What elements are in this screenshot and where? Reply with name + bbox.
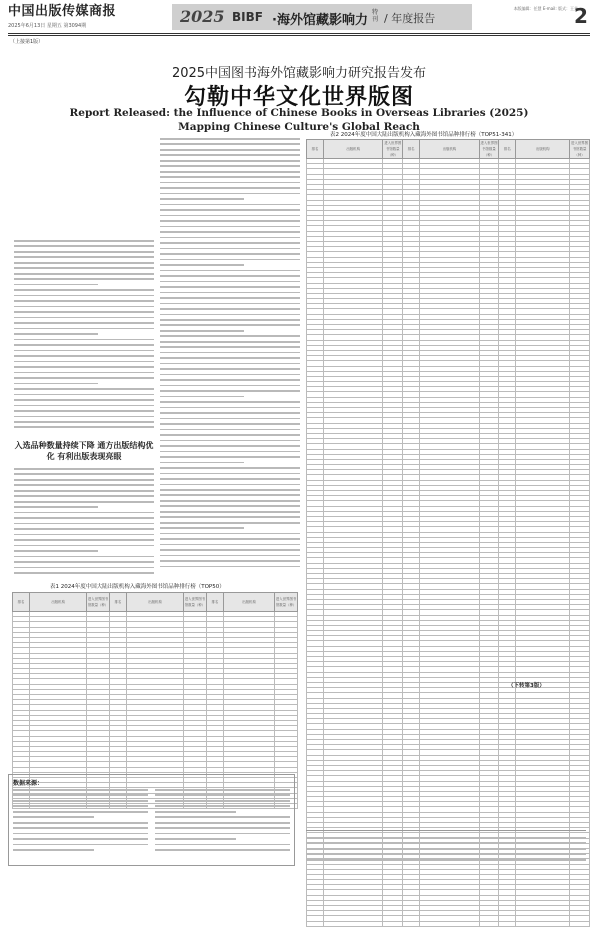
text-line: [160, 511, 300, 513]
text-line: [306, 848, 586, 850]
text-line: [14, 426, 154, 428]
text-line: [160, 489, 300, 491]
masthead: [8, 4, 158, 34]
text-line: [160, 396, 244, 398]
text-line: [160, 473, 300, 475]
text-line: [160, 264, 244, 266]
text-line: [14, 273, 154, 275]
table-row: [307, 921, 590, 926]
text-line: [14, 517, 154, 519]
text-line: [160, 143, 300, 145]
text-line: [306, 859, 586, 861]
text-line: [14, 479, 154, 481]
text-line: [14, 550, 98, 552]
text-line: [160, 456, 300, 458]
text-line: [160, 324, 300, 326]
banner-year: 2025: [180, 7, 225, 26]
date-line: 2025年6月13日 星期五 第3094期: [8, 23, 87, 29]
text-line: [14, 361, 154, 363]
text-line: [160, 176, 300, 178]
english-title-2: Mapping Chinese Culture's Global Reach: [178, 121, 420, 133]
text-line: [155, 789, 290, 791]
banner-subtitle: / 年度报告: [384, 12, 436, 25]
text-line: [160, 527, 244, 529]
text-line: [160, 253, 300, 255]
editor-info: 本版编辑：任慧 E-mail: 版式：王芳: [513, 6, 578, 11]
text-line: [155, 811, 236, 813]
text-line: [14, 394, 154, 396]
table-header-cell: 进入世界图书馆数量（种）: [87, 593, 110, 612]
text-line: [14, 306, 154, 308]
banner-tag: 特刊: [372, 9, 379, 23]
text-line: [14, 484, 154, 486]
text-line: [14, 300, 154, 302]
text-line: [160, 462, 244, 464]
text-line: [160, 154, 300, 156]
paper-name: 中国出版传媒商报: [8, 4, 117, 19]
text-line: [160, 346, 300, 348]
text-line: [14, 262, 154, 264]
text-line: [14, 388, 154, 390]
text-line: [14, 473, 154, 475]
text-line: [155, 833, 290, 835]
text-line: [160, 418, 300, 420]
text-line: [14, 328, 154, 330]
text-line: [14, 240, 154, 242]
text-line: [14, 501, 154, 503]
text-line: [160, 445, 300, 447]
text-line: [160, 407, 300, 409]
table-header-cell: 进入世界图书馆数量（种）: [183, 593, 206, 612]
table-header-cell: 排名: [13, 593, 30, 612]
table-header-cell: 出版机构: [126, 593, 183, 612]
text-line: [14, 468, 154, 470]
text-line: [160, 187, 300, 189]
text-line: [160, 286, 300, 288]
text-line: [160, 209, 300, 211]
text-line: [160, 357, 300, 359]
text-line: [160, 220, 300, 222]
text-line: [160, 429, 300, 431]
text-line: [14, 399, 154, 401]
text-line: [160, 308, 300, 310]
text-line: [14, 295, 154, 297]
text-line: [14, 405, 154, 407]
text-line: [160, 242, 300, 244]
text-line: [160, 165, 300, 167]
body-column-1b: [14, 468, 154, 578]
text-line: [160, 379, 300, 381]
text-line: [160, 248, 300, 250]
text-line: [160, 412, 300, 414]
text-line: [14, 410, 154, 412]
text-line: [160, 423, 300, 425]
english-title-1: Report Released: the Influence of Chinese Books in Overseas Libraries (2025): [69, 107, 529, 119]
table-header-cell: 进入世界图书馆数量（种）: [480, 141, 498, 157]
text-line: [160, 544, 300, 546]
text-line: [13, 800, 148, 802]
note-title: 数据来源：: [13, 780, 44, 787]
text-line: [14, 377, 154, 379]
text-line: [155, 822, 290, 824]
table-header-cell: 出版机构: [516, 140, 570, 159]
text-line: [14, 572, 154, 574]
text-line: [160, 198, 244, 200]
table-header-cell: 出版机构: [223, 593, 274, 612]
text-line: [160, 281, 300, 283]
text-line: [14, 506, 98, 508]
text-line: [155, 800, 290, 802]
text-line: [160, 292, 300, 294]
text-line: [14, 251, 154, 253]
text-line: [14, 495, 154, 497]
text-line: [160, 231, 300, 233]
text-line: [14, 355, 154, 357]
text-line: [14, 289, 154, 291]
text-line: [13, 833, 148, 835]
text-line: [160, 237, 300, 239]
text-line: [14, 245, 154, 247]
text-line: [160, 555, 300, 557]
text-line: [160, 215, 300, 217]
text-line: [13, 838, 148, 840]
text-line: [160, 440, 300, 442]
text-line: [160, 434, 300, 436]
text-line: [155, 805, 290, 807]
text-line: [14, 567, 154, 569]
text-line: [160, 500, 300, 502]
text-line: [14, 539, 154, 541]
text-line: [160, 226, 300, 228]
text-line: [155, 816, 290, 818]
text-line: [306, 837, 586, 839]
text-line: [160, 314, 300, 316]
section-banner: [172, 4, 472, 30]
table-header-cell: 排名: [307, 140, 324, 159]
text-line: [160, 335, 300, 337]
text-line: [160, 352, 300, 354]
text-line: [14, 278, 154, 280]
text-line: [14, 490, 154, 492]
text-line: [160, 451, 300, 453]
text-line: [14, 383, 98, 385]
text-line: [13, 794, 148, 796]
continued-from: （上接第1版）: [10, 39, 44, 45]
text-line: [160, 566, 300, 568]
text-line: [160, 341, 300, 343]
header-rule-2: [8, 35, 590, 36]
text-line: [155, 794, 290, 796]
text-line: [160, 533, 300, 535]
table-header-cell: 出版机构: [420, 140, 479, 159]
text-line: [160, 275, 300, 277]
table-header-cell: 排名: [403, 140, 420, 159]
text-line: [160, 390, 300, 392]
text-line: [160, 259, 300, 261]
text-line: [14, 528, 154, 530]
text-line: [160, 484, 300, 486]
text-line: [13, 816, 94, 818]
text-line: [160, 385, 300, 387]
text-line: [155, 844, 290, 846]
text-line: [160, 560, 300, 562]
section-subhead: 入选品种数量持续下降 通方出版结构优化 有利出版表现亮眼: [14, 441, 154, 461]
text-line: [160, 374, 300, 376]
text-line: [160, 549, 300, 551]
table-header-cell: 进入世界图书馆数量（种）: [275, 593, 298, 612]
text-line: [160, 505, 300, 507]
text-line: [13, 844, 148, 846]
table-header-cell: 出版机构: [30, 593, 87, 612]
text-line: [14, 556, 154, 558]
text-line: [160, 319, 300, 321]
text-line: [14, 344, 154, 346]
text-line: [14, 366, 154, 368]
table2-title: 表2 2024年度中国大陆出版机构入藏海外图书馆品种排行榜（TOP51-341）: [330, 132, 518, 138]
text-line: [160, 138, 300, 140]
text-line: [160, 149, 300, 151]
page-number: 2: [574, 4, 588, 28]
table-header-cell: 排名: [206, 593, 223, 612]
text-line: [160, 467, 300, 469]
text-line: [160, 401, 300, 403]
text-line: [14, 545, 154, 547]
text-line: [160, 182, 300, 184]
text-line: [160, 270, 300, 272]
text-line: [14, 317, 154, 319]
text-line: [14, 416, 154, 418]
table-header-cell: 进入世界图书馆数量（种）: [384, 141, 402, 157]
table-header-cell: 排名: [499, 140, 516, 159]
body-column-2: [160, 138, 300, 571]
text-line: [306, 842, 586, 844]
text-line: [14, 534, 154, 536]
text-line: [160, 330, 244, 332]
text-line: [14, 267, 154, 269]
text-line: [14, 523, 154, 525]
text-line: [14, 284, 98, 286]
text-line: [13, 811, 148, 813]
continued-to: （下转第3版）: [508, 683, 545, 689]
text-line: [160, 494, 300, 496]
text-line: [14, 339, 154, 341]
text-line: [14, 372, 154, 374]
text-line: [155, 838, 236, 840]
text-line: [160, 368, 300, 370]
text-line: [14, 311, 154, 313]
text-line: [155, 849, 290, 851]
text-line: [14, 322, 154, 324]
body-column-1: [14, 240, 154, 432]
text-line: [160, 160, 300, 162]
text-line: [160, 538, 300, 540]
text-line: [13, 789, 148, 791]
banner-title: ·海外馆藏影响力: [272, 13, 368, 28]
text-line: [14, 333, 98, 335]
data-source-note: [8, 774, 295, 866]
text-line: [14, 350, 154, 352]
text-line: [14, 421, 154, 423]
text-line: [160, 516, 300, 518]
text-line: [160, 363, 300, 365]
text-line: [14, 256, 154, 258]
headline: 勾勒中华文化世界版图: [183, 85, 414, 110]
text-line: [160, 522, 300, 524]
text-line: [13, 849, 94, 851]
text-line: [14, 512, 154, 514]
text-line: [160, 478, 300, 480]
text-line: [160, 193, 300, 195]
text-line: [160, 171, 300, 173]
kicker: 2025中国图书海外馆藏影响力研究报告发布: [171, 66, 427, 81]
table1-title: 表1 2024年度中国大陆出版机构入藏海外图书馆品种排行榜（TOP50）: [50, 584, 225, 590]
text-line: [160, 297, 300, 299]
text-line: [13, 827, 148, 829]
table2: [306, 139, 590, 927]
text-line: [13, 805, 148, 807]
text-line: [14, 561, 154, 563]
text-line: [306, 853, 586, 855]
header-rule: [8, 33, 590, 34]
banner-brand: BIBF: [232, 10, 263, 24]
table-header-cell: 排名: [109, 593, 126, 612]
text-line: [155, 827, 290, 829]
text-line: [160, 204, 300, 206]
table-header-cell: 出版机构: [323, 140, 382, 159]
text-line: [13, 822, 148, 824]
table-header-cell: 进入世界图书馆数量（种）: [571, 141, 589, 157]
text-line: [160, 303, 300, 305]
footer-note: [306, 830, 586, 865]
